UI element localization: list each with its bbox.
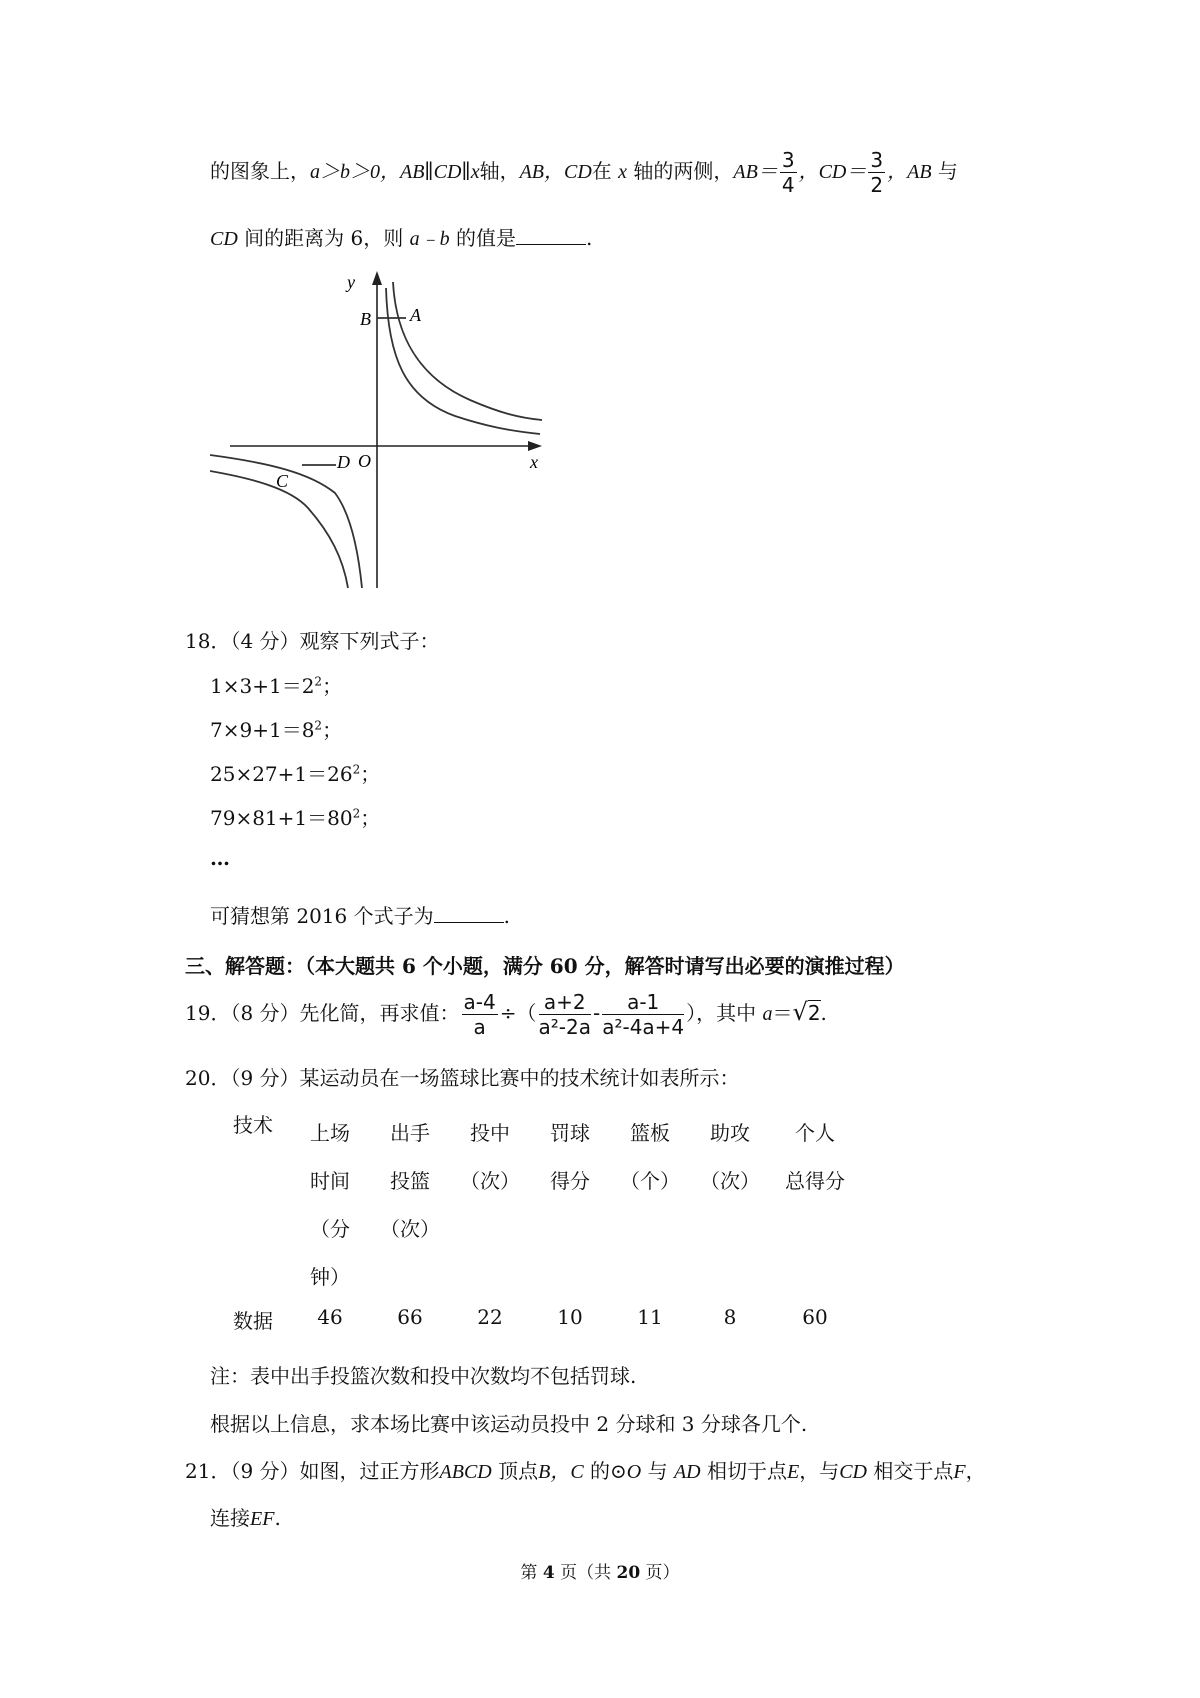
q19-text: ），其中 xyxy=(686,1001,757,1025)
table-cell: 22 xyxy=(477,1305,503,1329)
q17-text: 轴， xyxy=(479,159,520,183)
section-heading: 三、解答题：（本大题共 6 个小题，满分 60 分，解答时请写出必要的演推过程） xyxy=(185,954,905,978)
q17-segments: AB，CD xyxy=(519,161,592,183)
q17-condition: a＞b＞0， xyxy=(310,161,400,183)
q17-text: 与 xyxy=(937,159,958,183)
table-header: 罚球 得分 xyxy=(550,1121,590,1193)
q19-minus: - xyxy=(592,1001,601,1025)
q17-line2 xyxy=(210,222,592,251)
q20-note: 注：表中出手投篮次数和投中次数均不包括罚球. xyxy=(210,1364,637,1388)
q19-fraction-1: $\frac{a-4}{a}$ xyxy=(463,990,496,1039)
q17-ab-eq: AB＝ xyxy=(733,161,778,183)
q19-fraction-3: $\frac{a-1}{\text{a²-4a+4}}$ xyxy=(602,990,685,1039)
y-label: y xyxy=(347,272,355,292)
q18-dots: … xyxy=(210,846,230,870)
y-axis-arrow xyxy=(372,271,382,285)
q18-guess: 可猜想第 2016 个式子为 . xyxy=(210,904,510,928)
table-header: 个人 总得分 xyxy=(785,1121,845,1193)
q18-header: 18．（4 分）观察下列式子： xyxy=(185,629,440,653)
q17-cd-fraction: $\frac{3}{2}$ xyxy=(870,148,884,197)
table-cell: 数据 xyxy=(233,1309,273,1333)
q17-text: 在 xyxy=(591,159,612,183)
q17-ab-fraction: $\frac{3}{4}$ xyxy=(781,148,795,197)
table-cell: 10 xyxy=(557,1305,583,1329)
q18-eq4: $79\times 81+1=80^2$； xyxy=(210,806,381,830)
point-d-label: D xyxy=(337,452,350,472)
table-header: 出手 投篮 （次） xyxy=(380,1121,440,1241)
hyperbola-graph xyxy=(210,268,550,588)
table-cell: 11 xyxy=(637,1305,663,1329)
table-header: 技术 xyxy=(233,1113,273,1137)
q17-text: 的图象上， xyxy=(210,159,310,183)
q18-eq1: $1\times 3+1=2^2$； xyxy=(210,674,343,698)
answer-blank xyxy=(516,226,586,245)
q17-ab-tail: ，AB xyxy=(887,161,932,183)
table-cell: 46 xyxy=(317,1305,343,1329)
q17-x: x xyxy=(618,161,628,183)
origin-label: O xyxy=(358,451,371,471)
q20-ask: 根据以上信息，求本场比赛中该运动员投中 2 分球和 3 分球各几个. xyxy=(210,1412,808,1436)
table-header: 助攻 （次） xyxy=(700,1121,760,1193)
q17-text: 的值是 xyxy=(455,226,516,250)
page-footer: 第 4 页（共 20 页） xyxy=(520,1563,680,1583)
x-axis-arrow xyxy=(528,441,542,451)
answer-blank xyxy=(434,904,504,923)
q17-cd-eq: ，CD＝ xyxy=(798,161,867,183)
q19: 19．（8 分）先化简，再求值： $\frac{a-4}{a}$ ÷（ $\frac{a+2}{\text{a²-2a}}$ - $\frac{a-1}{\text{a²-4a+4}}$ ），其中 a＝√2. xyxy=(185,990,827,1039)
q19-fraction-2: $\frac{a+2}{\text{a²-2a}}$ xyxy=(538,990,591,1039)
sqrt-icon: √ xyxy=(792,998,808,1026)
table-cell: 60 xyxy=(802,1305,828,1329)
q17-expression: a﹣b xyxy=(409,228,450,250)
x-label: x xyxy=(530,452,538,472)
inner-curve-q1 xyxy=(393,282,542,420)
q20-header: 20．（9 分）某运动员在一场篮球比赛中的技术统计如表所示： xyxy=(185,1066,740,1090)
q17-text: 轴的两侧， xyxy=(633,159,734,183)
q19-eq: ＝ xyxy=(772,1001,793,1025)
point-c-label: C xyxy=(276,471,289,491)
q19-sqrt-value: 2 xyxy=(807,1001,821,1025)
q19-text: 19．（8 分）先化简，再求值： xyxy=(185,1001,460,1025)
q19-var: a xyxy=(762,1003,773,1025)
q17-text: 间的距离为 6，则 xyxy=(244,226,404,250)
point-a-label: A xyxy=(410,305,421,325)
table-cell: 66 xyxy=(397,1305,423,1329)
table-header: 投中 （次） xyxy=(460,1121,520,1193)
table-cell: 8 xyxy=(723,1305,737,1329)
q21-line1: 21．（9 分）如图，过正方形ABCD 顶点B，C 的⊙O 与 AD 相切于点E，与CD 相交于点F， xyxy=(185,1459,986,1483)
q17-cd: CD xyxy=(210,228,238,250)
q17-line1 xyxy=(210,148,958,197)
q18-eq2: $7\times 9+1=8^2$； xyxy=(210,718,343,742)
q17-parallel: AB∥CD∥x xyxy=(400,161,480,183)
q21-line2: 连接EF. xyxy=(210,1506,281,1530)
q18-eq3: $25\times 27+1=26^2$； xyxy=(210,762,381,786)
q19-divide: ÷（ xyxy=(499,1001,537,1025)
table-header: 上场 时间 （分 钟） xyxy=(310,1121,350,1289)
point-b-label: B xyxy=(360,309,371,329)
q17-text: . xyxy=(585,226,593,250)
table-header: 篮板 （个） xyxy=(620,1121,680,1193)
